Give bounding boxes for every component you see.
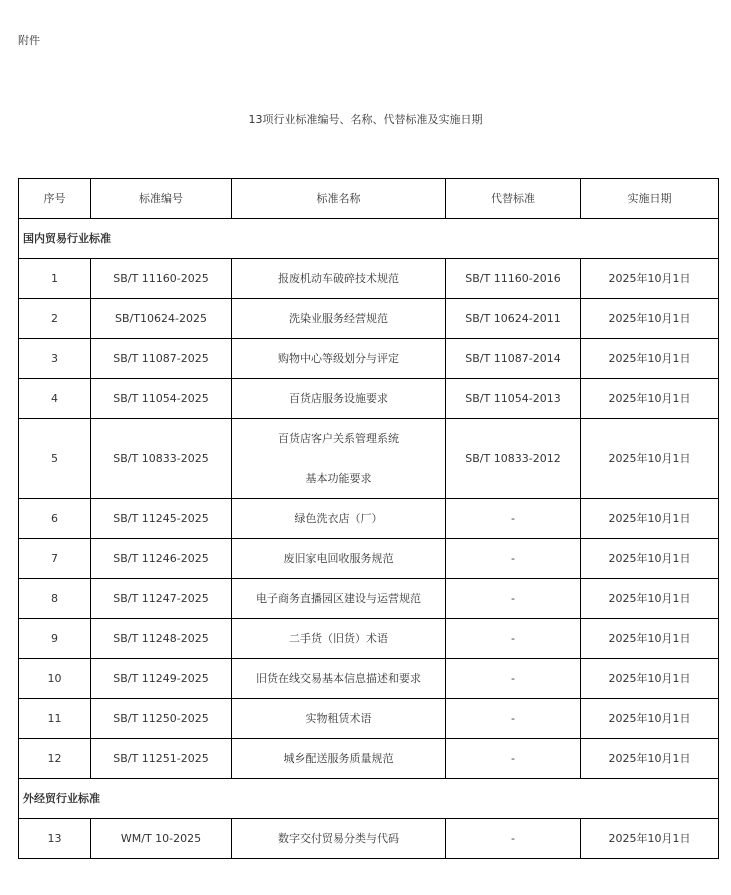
cell-date: 2025年10月1日 — [581, 419, 719, 499]
table-row — [19, 539, 719, 579]
cell-replaces: SB/T 10833-2012 — [446, 419, 581, 499]
cell-replaces: SB/T 11087-2014 — [446, 339, 581, 379]
header-seq: 序号 — [19, 179, 91, 219]
cell-code: SB/T 11087-2025 — [91, 339, 232, 379]
section-row — [19, 779, 719, 819]
cell-seq: 7 — [19, 539, 91, 579]
table-row — [19, 819, 719, 859]
cell-name — [232, 659, 446, 699]
cell-code: SB/T 11251-2025 — [91, 739, 232, 779]
cell-name-line: 城乡配送服务质量规范 — [283, 751, 394, 765]
cell-seq: 1 — [19, 259, 91, 299]
cell-name — [232, 579, 446, 619]
cell-name — [232, 379, 446, 419]
table-row — [19, 499, 719, 539]
header-code: 标准编号 — [91, 179, 232, 219]
cell-name-line: 电子商务直播园区建设与运营规范 — [256, 591, 421, 605]
cell-replaces: - — [446, 739, 581, 779]
header-name: 标准名称 — [232, 179, 446, 219]
cell-code: SB/T 10833-2025 — [91, 419, 232, 499]
table-row — [19, 579, 719, 619]
cell-name-line: 二手货（旧货）术语 — [289, 631, 388, 645]
cell-date: 2025年10月1日 — [581, 539, 719, 579]
cell-replaces: - — [446, 819, 581, 859]
cell-replaces: - — [446, 619, 581, 659]
cell-name-line: 绿色洗衣店（厂） — [294, 511, 383, 525]
cell-date: 2025年10月1日 — [581, 739, 719, 779]
page-title: 13项行业标准编号、名称、代替标准及实施日期 — [248, 113, 483, 126]
section-row — [19, 219, 719, 259]
cell-code: SB/T 11249-2025 — [91, 659, 232, 699]
table-row — [19, 339, 719, 379]
cell-name-line: 洗染业服务经营规范 — [289, 311, 388, 325]
cell-date: 2025年10月1日 — [581, 259, 719, 299]
cell-seq: 10 — [19, 659, 91, 699]
cell-date: 2025年10月1日 — [581, 579, 719, 619]
table-row — [19, 699, 719, 739]
cell-name-line: 百货店客户关系管理系统 — [278, 431, 399, 445]
cell-replaces: - — [446, 659, 581, 699]
table-row — [19, 659, 719, 699]
table-row — [19, 419, 719, 499]
section-label: 国内贸易行业标准 — [19, 219, 719, 259]
table-header-row — [19, 179, 719, 219]
cell-date: 2025年10月1日 — [581, 659, 719, 699]
cell-code: SB/T 11247-2025 — [91, 579, 232, 619]
cell-seq: 3 — [19, 339, 91, 379]
cell-date: 2025年10月1日 — [581, 699, 719, 739]
cell-code: SB/T 11246-2025 — [91, 539, 232, 579]
cell-name — [232, 619, 446, 659]
cell-seq: 13 — [19, 819, 91, 859]
cell-name — [232, 819, 446, 859]
cell-name-line: 实物租赁术语 — [305, 711, 372, 725]
cell-replaces: - — [446, 539, 581, 579]
cell-seq: 5 — [19, 419, 91, 499]
table-row — [19, 299, 719, 339]
table-row — [19, 379, 719, 419]
cell-name — [232, 419, 446, 499]
table-row — [19, 259, 719, 299]
cell-seq: 4 — [19, 379, 91, 419]
cell-name — [232, 539, 446, 579]
cell-replaces: - — [446, 579, 581, 619]
cell-name — [232, 339, 446, 379]
cell-seq: 8 — [19, 579, 91, 619]
cell-date: 2025年10月1日 — [581, 339, 719, 379]
cell-seq: 9 — [19, 619, 91, 659]
cell-replaces: - — [446, 699, 581, 739]
cell-name — [232, 299, 446, 339]
table-body — [19, 219, 719, 859]
cell-seq: 2 — [19, 299, 91, 339]
cell-name — [232, 499, 446, 539]
cell-seq: 11 — [19, 699, 91, 739]
cell-code: SB/T 11160-2025 — [91, 259, 232, 299]
cell-seq: 12 — [19, 739, 91, 779]
cell-name — [232, 699, 446, 739]
standards-table — [18, 178, 719, 859]
header-date: 实施日期 — [581, 179, 719, 219]
cell-replaces: SB/T 11160-2016 — [446, 259, 581, 299]
cell-date: 2025年10月1日 — [581, 499, 719, 539]
cell-code: SB/T 11248-2025 — [91, 619, 232, 659]
cell-seq: 6 — [19, 499, 91, 539]
cell-replaces: SB/T 10624-2011 — [446, 299, 581, 339]
cell-date: 2025年10月1日 — [581, 299, 719, 339]
cell-date: 2025年10月1日 — [581, 819, 719, 859]
cell-name-line: 报废机动车破碎技术规范 — [278, 271, 399, 285]
cell-name-line: 废旧家电回收服务规范 — [283, 551, 394, 565]
cell-name — [232, 739, 446, 779]
table-row — [19, 739, 719, 779]
header-replaces: 代替标准 — [446, 179, 581, 219]
table-row — [19, 619, 719, 659]
cell-date: 2025年10月1日 — [581, 619, 719, 659]
cell-replaces: - — [446, 499, 581, 539]
cell-code: SB/T 11054-2025 — [91, 379, 232, 419]
cell-name-line: 旧货在线交易基本信息描述和要求 — [256, 671, 421, 685]
cell-name-line: 购物中心等级划分与评定 — [278, 351, 399, 365]
cell-code: SB/T10624-2025 — [91, 299, 232, 339]
cell-code: SB/T 11245-2025 — [91, 499, 232, 539]
section-label: 外经贸行业标准 — [19, 779, 719, 819]
cell-date: 2025年10月1日 — [581, 379, 719, 419]
attachment-label: 附件 — [18, 34, 40, 47]
cell-name-line: 数字交付贸易分类与代码 — [278, 831, 399, 845]
cell-code: SB/T 11250-2025 — [91, 699, 232, 739]
cell-name-line: 基本功能要求 — [305, 471, 372, 485]
cell-name-line: 百货店服务设施要求 — [289, 391, 388, 405]
cell-code: WM/T 10-2025 — [91, 819, 232, 859]
cell-name — [232, 259, 446, 299]
cell-replaces: SB/T 11054-2013 — [446, 379, 581, 419]
